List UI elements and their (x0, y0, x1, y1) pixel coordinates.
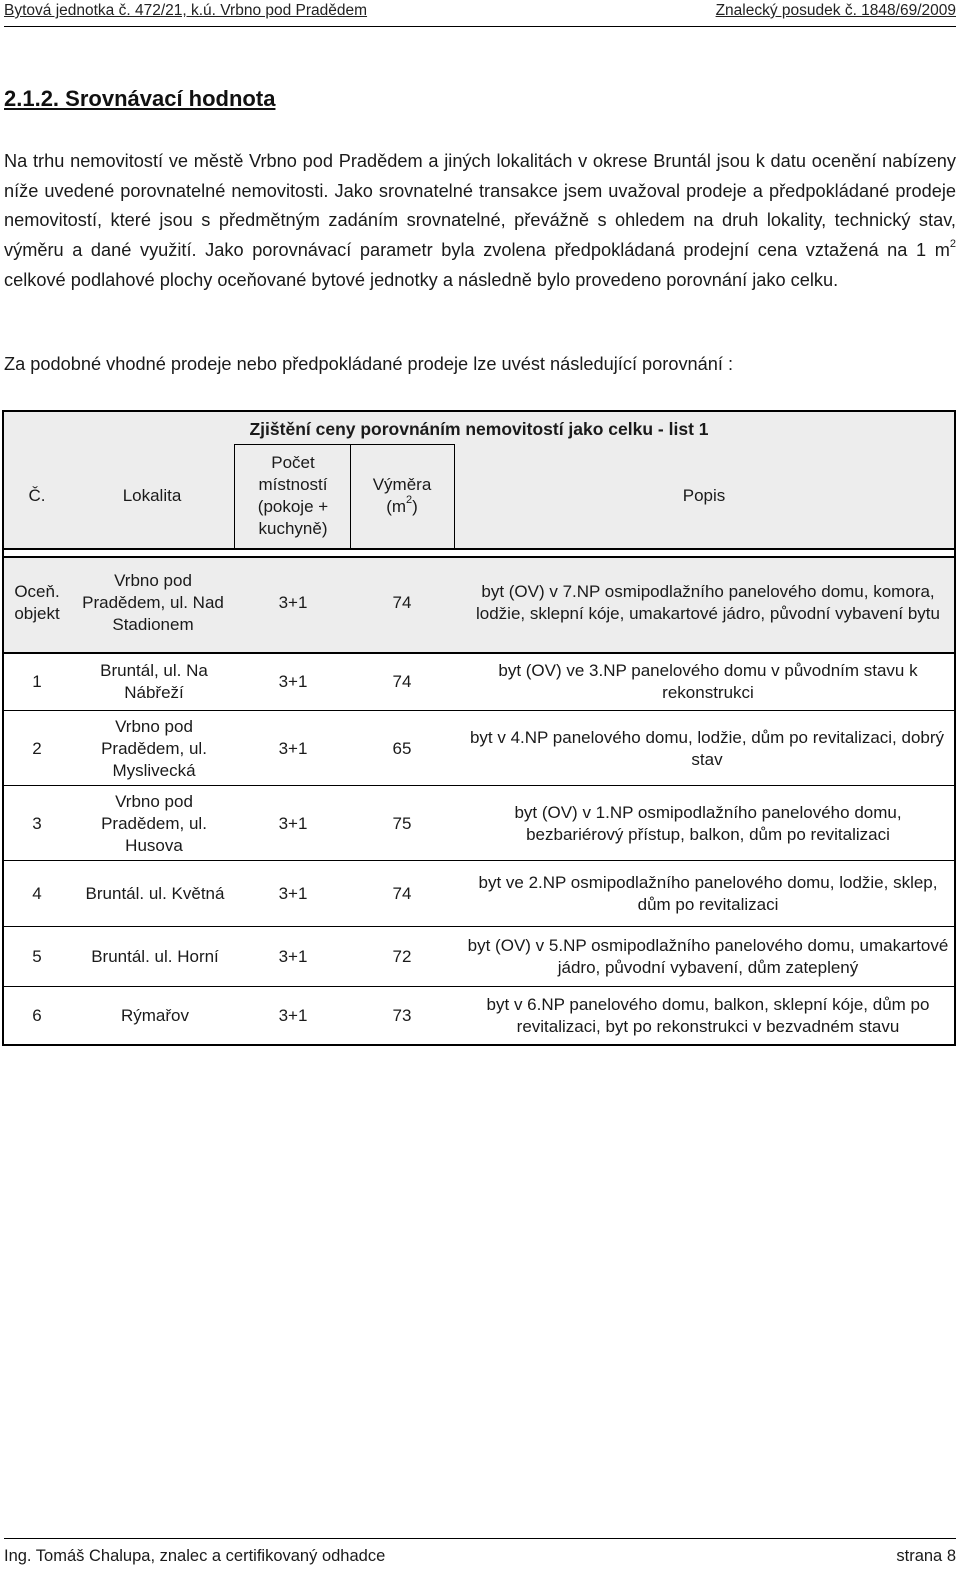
header-location: Lokalita (122, 486, 182, 505)
row-3-description: byt (OV) v 1.NP osmipodlažního panelového domu, bezbariérový přístup, balkon, dům po revitalizaci (514, 802, 902, 844)
header-area-unit-open: (m (386, 497, 407, 516)
row-3-number: 3 (32, 813, 42, 833)
row-1-number: 1 (32, 672, 42, 691)
header-rooms: Počet místností (pokoje + kuchyně) (257, 453, 329, 538)
header-area (350, 444, 454, 548)
row-3-rooms: 3+1 (278, 813, 308, 833)
row-separator (4, 986, 954, 987)
row-6-number: 6 (32, 1006, 42, 1025)
row-1-location: Bruntál, ul. Na Nábřeží (100, 661, 208, 702)
row-separator (4, 926, 954, 927)
page-footer (4, 1538, 956, 1566)
header-document-title: Bytová jednotka č. 472/21, k.ú. Vrbno pod Pradědem (4, 2, 368, 19)
row-separator (4, 785, 954, 786)
intro-paragraph (4, 147, 956, 296)
row-6-area: 73 (392, 1006, 412, 1025)
row-separator (4, 710, 954, 711)
row-4-number: 4 (32, 884, 42, 903)
comparison-table (2, 410, 956, 1046)
header-area-label: Výměra (372, 475, 432, 494)
row-2-description: byt v 4.NP panelového domu, lodžie, dům po revitalizaci, dobrý stav (469, 727, 945, 769)
row-5-description: byt (OV) v 5.NP osmipodlažního panelového domu, umakartové jádro, původní vybavení, dům zateplený (467, 936, 949, 977)
row-4-location: Bruntál. ul. Květná (85, 884, 225, 903)
row-5-area: 72 (392, 947, 412, 966)
object-location: Vrbno pod Pradědem, ul. Nad Stadionem (82, 571, 224, 634)
row-1-area: 74 (392, 672, 412, 691)
object-rooms: 3+1 (278, 593, 308, 612)
footer-author: Ing. Tomáš Chalupa, znalec a certifikovaný odhadce (4, 1547, 386, 1565)
row-4-description: byt ve 2.NP osmipodlažního panelového domu, lodžie, sklep, dům po revitalizaci (478, 873, 938, 914)
footer-page-number: strana 8 (896, 1547, 956, 1565)
row-3-area: 75 (392, 813, 412, 833)
intro-text-part1: Na trhu nemovitostí ve městě Vrbno pod Pradědem a jiných lokalitách v okrese Bruntál jsou k datu ocenění nabízeny níže uvedené porovnatelné nemovitosti. Jako srovnatelné transakce jsem uvažoval prodeje a předpokládané prodeje nemovitostí, které jsou s předmětným zadáním srovnatelné, převážně s ohledem na druh lokality, technický stav, výměru a dané využití. Jako porovnávací parametr byla zvolena předpokládaná prodejní cena vztažená na 1 m (4, 151, 956, 261)
object-number: Oceň. objekt (14, 582, 60, 623)
comparison-paragraph: Za podobné vhodné prodeje nebo předpokládané prodeje lze uvést následující porovnání : (4, 354, 734, 374)
row-2-area: 65 (392, 738, 412, 758)
header-divider-rooms-left (234, 444, 235, 548)
header-report-number: Znalecký posudek č. 1848/69/2009 (715, 2, 956, 19)
header-number: Č. (28, 486, 46, 505)
header-area-unit-close: ) (412, 497, 418, 516)
header-description: Popis (682, 486, 726, 505)
header-area-unit-sup: 2 (406, 494, 413, 506)
object-area: 74 (392, 593, 412, 612)
row-2-location: Vrbno pod Pradědem, ul. Myslivecká (101, 716, 207, 780)
row-4-area: 74 (392, 884, 412, 903)
header-area-unit (386, 496, 418, 518)
section-heading: 2.1.2. Srovnávací hodnota (4, 86, 276, 111)
row-3-location: Vrbno pod Pradědem, ul. Husova (101, 791, 207, 855)
row-5-location: Bruntál. ul. Horní (91, 947, 219, 966)
row-6-rooms: 3+1 (278, 1006, 308, 1025)
row-separator (4, 860, 954, 861)
intro-superscript: 2 (949, 238, 956, 251)
page-header (4, 2, 956, 27)
row-5-number: 5 (32, 947, 42, 966)
row-2-rooms: 3+1 (278, 738, 308, 758)
intro-text-part2: celkové podlahové plochy oceňované bytové jednotky a následně bylo provedeno porovnání jako celku. (4, 269, 839, 290)
row-4-rooms: 3+1 (278, 884, 308, 903)
row-2-number: 2 (32, 738, 42, 758)
row-5-rooms: 3+1 (278, 947, 308, 966)
row-1-rooms: 3+1 (278, 672, 308, 691)
row-6-location: Rýmařov (120, 1006, 189, 1025)
object-description: byt (OV) v 7.NP osmipodlažního panelového domu, komora, lodžie, sklepní kóje, umakartové jádro, původní vybavení bytu (476, 582, 940, 623)
table-title: Zjištění ceny porovnáním nemovitostí jako celku - list 1 (249, 419, 709, 439)
row-6-description: byt v 6.NP panelového domu, balkon, sklepní kóje, dům po revitalizaci, byt po rekonstrukci v bezvadném stavu (486, 995, 930, 1036)
row-1-description: byt (OV) ve 3.NP panelového domu v původním stavu k rekonstrukci (498, 661, 918, 702)
